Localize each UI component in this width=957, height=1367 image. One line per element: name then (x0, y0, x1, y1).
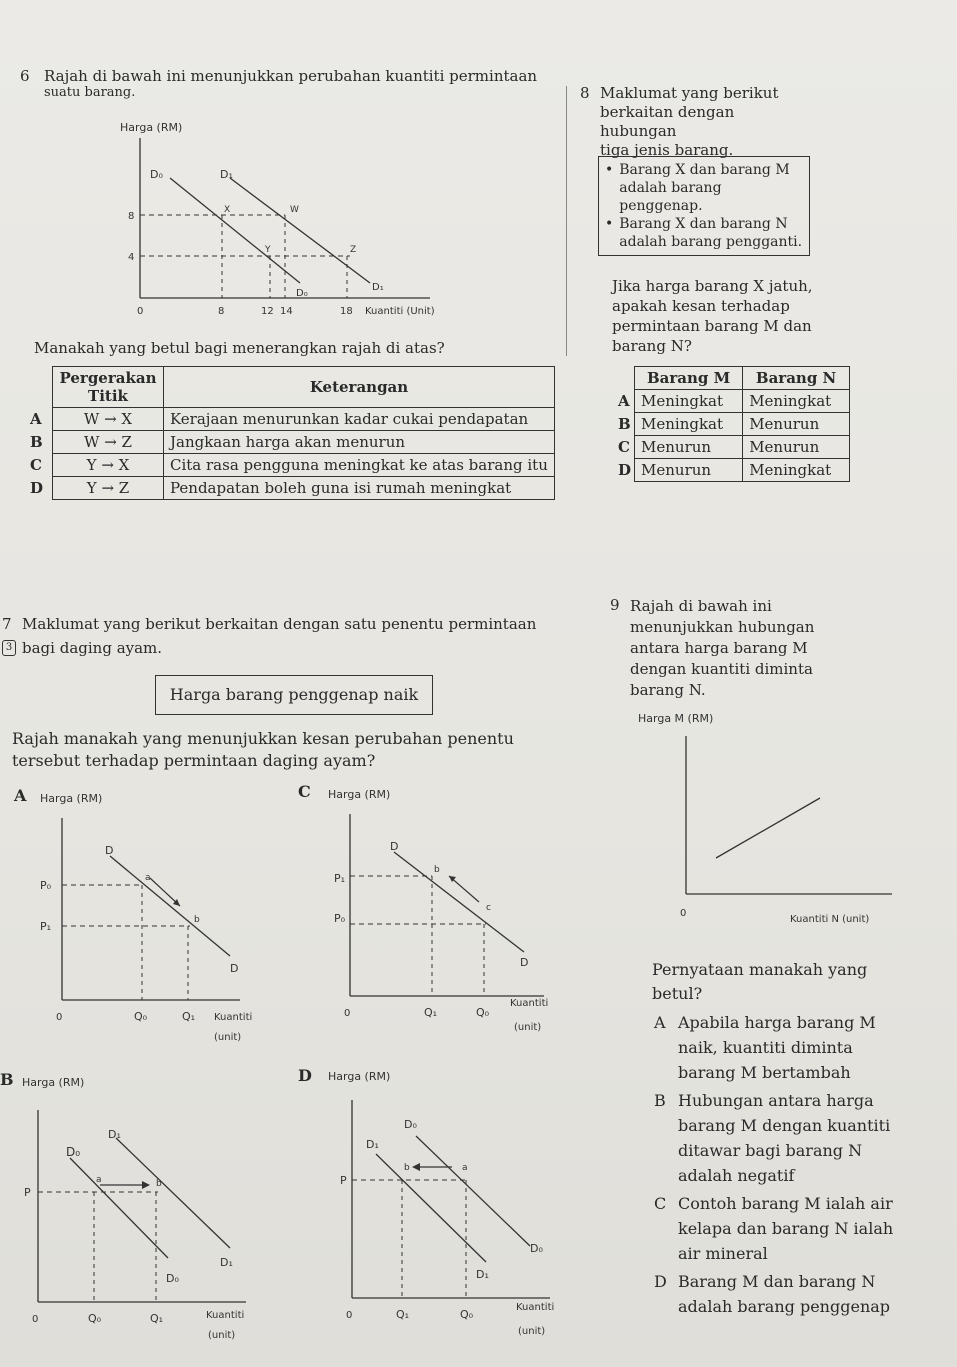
q9-option-b[interactable] (654, 1088, 904, 1188)
q6-option-letter: D (30, 479, 44, 497)
q6-option-letter: B (30, 433, 43, 451)
q7-a-x-unit: (unit) (214, 1032, 242, 1043)
q7-d-demand-curve-d0 (416, 1136, 530, 1246)
q7-b-q2: Q₁ (150, 1312, 164, 1325)
q6-row-a[interactable] (24, 408, 555, 431)
q8-bullet-2: • Barang X dan barang N adalah barang pengganti. (605, 216, 803, 250)
q7-d-demand-curve-d1 (376, 1154, 486, 1262)
q6-price-4: 4 (128, 252, 135, 263)
q7-option-c-graph[interactable] (314, 784, 574, 1044)
q6-graph (110, 118, 490, 328)
q7-d-label-d1-top: D₁ (366, 1138, 379, 1151)
q7-b-point-b: b (156, 1179, 162, 1189)
q6-move: Y → Z (53, 477, 164, 500)
column-divider (566, 86, 567, 356)
q6-price-8: 8 (128, 211, 135, 222)
q7-d-q1: Q₁ (396, 1308, 410, 1321)
margin-mark: 3 (2, 640, 16, 656)
q7-b-point-a: a (96, 1175, 102, 1185)
q8-m: Meningkat (635, 413, 743, 436)
q6-y-axis-label: Harga (RM) (120, 121, 183, 134)
q6-header-move: Pergerakan Titik (53, 367, 164, 408)
q8-n: Meningkat (743, 390, 850, 413)
q6-qty-12: 12 (261, 306, 274, 317)
q9-origin: 0 (680, 908, 687, 919)
q7-question-line1: Rajah manakah yang menunjukkan kesan perubahan penentu (12, 729, 514, 748)
q8-header-m: Barang M (635, 367, 743, 390)
q7-d-point-a: a (462, 1163, 468, 1173)
q8-info-box (598, 156, 810, 256)
q6-desc: Jangkaan harga akan menurun (164, 431, 555, 454)
q8-n: Menurun (743, 413, 850, 436)
q7-d-x-unit: (unit) (518, 1326, 546, 1337)
q7-b-demand-curve-d1 (116, 1138, 230, 1248)
q6-answer-table (24, 366, 555, 500)
q7-d-p: P (340, 1174, 347, 1187)
q6-label-d0-top: D₀ (150, 168, 163, 181)
q7-info-box: Harga barang penggenap naik (155, 675, 433, 715)
q6-stem-line1: Rajah di bawah ini menunjukkan perubahan kuantiti permintaan (44, 67, 538, 85)
q8-row-b[interactable] (618, 413, 850, 436)
q7-c-label-d-bottom: D (520, 956, 529, 969)
q6-desc: Kerajaan menurunkan kadar cukai pendapatan (164, 408, 555, 431)
q6-desc: Cita rasa pengguna meningkat ke atas barang itu (164, 454, 555, 477)
q7-d-origin: 0 (346, 1310, 353, 1321)
q7-a-label-d-bottom: D (230, 962, 239, 975)
q7-d-point-b: b (404, 1163, 410, 1173)
q8-m: Menurun (635, 459, 743, 482)
q8-option-letter: D (618, 461, 632, 479)
q7-c-x-axis: Kuantiti (510, 998, 549, 1009)
q7-c-p-top: P₁ (334, 872, 346, 885)
q8-header-n: Barang N (743, 367, 850, 390)
q7-d-label-d1-bottom: D₁ (476, 1268, 489, 1281)
q9-option-d[interactable] (654, 1269, 904, 1319)
q7-c-q1: Q₁ (424, 1006, 438, 1019)
q7-d-y-axis: Harga (RM) (328, 1070, 391, 1083)
q6-label-d1-top: D₁ (220, 168, 233, 181)
q7-number: 7 (2, 615, 12, 633)
q9-option-text: Hubungan antara harga barang M dengan kuantiti ditawar bagi barang N adalah negatif (678, 1091, 891, 1185)
q6-demand-curve-d0 (170, 178, 300, 283)
q6-point-y: Y (265, 245, 271, 255)
q7-b-x-unit: (unit) (208, 1330, 236, 1341)
q7-c-point-c: c (486, 903, 491, 913)
q8-line3: tiga jenis barang. (600, 141, 734, 159)
q8-row-c[interactable] (618, 436, 850, 459)
q8-m: Meningkat (635, 390, 743, 413)
q7-b-x-axis: Kuantiti (206, 1310, 245, 1321)
q8-option-letter: B (618, 415, 631, 433)
q7-b-demand-curve-d0 (70, 1158, 168, 1258)
q7-a-x-axis: Kuantiti (214, 1012, 253, 1023)
q9-question: Pernyataan manakah yang betul? (652, 960, 868, 1003)
q7-c-label-d-top: D (390, 840, 399, 853)
q7-b-origin: 0 (32, 1314, 39, 1325)
q9-x-axis: Kuantiti N (unit) (790, 914, 870, 925)
q6-point-z: Z (350, 245, 357, 255)
q7-d-q2: Q₀ (460, 1308, 474, 1321)
q7-option-a-graph[interactable] (30, 788, 280, 1048)
q8-answer-table (618, 366, 850, 482)
q7-c-x-unit: (unit) (514, 1022, 542, 1033)
q8-m: Menurun (635, 436, 743, 459)
q9-option-letter: B (654, 1091, 666, 1110)
q6-label-d0-bottom: D₀ (296, 288, 308, 299)
q8-row-d[interactable] (618, 459, 850, 482)
q6-label-d1-bottom: D₁ (372, 282, 384, 293)
q8-option-letter: A (618, 392, 630, 410)
q6-stem (44, 67, 554, 100)
q7-question (12, 728, 572, 772)
q9-option-text: Barang M dan barang N adalah barang penggenap (678, 1272, 891, 1316)
q6-qty-8: 8 (218, 306, 225, 317)
q9-options (654, 1010, 904, 1319)
q9-stem: Rajah di bawah ini menunjukkan hubungan antara harga barang M dengan kuantiti diminta barang N. (630, 597, 815, 699)
q8-line2: berkaitan dengan hubungan (600, 103, 735, 140)
q9-option-text: Apabila harga barang M naik, kuantiti diminta barang M bertambah (678, 1013, 876, 1082)
q9-option-a[interactable] (654, 1010, 904, 1085)
q8-bullet-1: • Barang X dan barang M adalah barang penggenap. (605, 162, 790, 214)
q7-b-label-d1-bottom: D₁ (220, 1256, 233, 1269)
q8-n: Menurun (743, 436, 850, 459)
q6-header-desc: Keterangan (164, 367, 555, 408)
q6-number: 6 (20, 67, 30, 85)
q7-option-c-letter[interactable]: C (298, 782, 311, 801)
q6-qty-18: 18 (340, 306, 353, 317)
q8-question: Jika harga barang X jatuh, apakah kesan terhadap permintaan barang M dan barang N? (612, 277, 813, 355)
q9-option-letter: D (654, 1272, 667, 1291)
q9-graph (630, 706, 910, 936)
q7-b-p: P (24, 1186, 31, 1199)
q8-option-letter: C (618, 438, 630, 456)
q8-intro (600, 84, 810, 160)
q7-b-label-d1-top: D₁ (108, 1128, 121, 1141)
q7-c-origin: 0 (344, 1008, 351, 1019)
q6-x-axis-label: Kuantiti (Unit) (365, 306, 435, 317)
q8-n: Meningkat (743, 459, 850, 482)
q8-number: 8 (580, 84, 590, 102)
q6-stem-line2: suatu barang. (44, 85, 136, 100)
q7-option-a-letter[interactable]: A (14, 786, 27, 805)
q7-d-label-d0-bottom: D₀ (530, 1242, 543, 1255)
q7-a-label-d-top: D (105, 844, 114, 857)
q7-a-q2: Q₁ (182, 1010, 196, 1023)
q6-move: Y → X (53, 454, 164, 477)
q9-y-axis: Harga M (RM) (638, 712, 714, 725)
q7-stem-line2: bagi daging ayam. (22, 639, 163, 657)
q6-move: W → X (53, 408, 164, 431)
q9-relation-line (716, 798, 820, 858)
q6-row-b[interactable] (24, 431, 555, 454)
q7-b-q1: Q₀ (88, 1312, 102, 1325)
q7-question-line2: tersebut terhadap permintaan daging ayam? (12, 751, 376, 770)
q6-demand-curve-d1 (230, 178, 370, 283)
q7-a-point-a: a (145, 873, 151, 883)
q7-c-demand-curve (394, 852, 524, 952)
q7-a-y-axis: Harga (RM) (40, 792, 103, 805)
q9-option-letter: A (654, 1013, 666, 1032)
q7-option-d-letter[interactable]: D (298, 1066, 312, 1085)
q6-desc: Pendapatan boleh guna isi rumah meningkat (164, 477, 555, 500)
q9-number: 9 (610, 596, 620, 614)
q7-b-label-d0-bottom: D₀ (166, 1272, 179, 1285)
q8-row-a[interactable] (618, 390, 850, 413)
q6-row-c[interactable] (24, 454, 555, 477)
q7-c-y-axis: Harga (RM) (328, 788, 391, 801)
q7-option-b-letter[interactable]: B (0, 1070, 14, 1089)
q7-a-origin: 0 (56, 1012, 63, 1023)
q6-move: W → Z (53, 431, 164, 454)
q7-b-y-axis: Harga (RM) (22, 1076, 85, 1089)
q7-b-label-d0-top: D₀ (66, 1145, 81, 1159)
q7-a-p-bot: P₁ (40, 920, 52, 933)
q6-option-letter: C (30, 456, 42, 474)
q6-point-w: W (290, 205, 299, 215)
q7-a-point-b: b (194, 915, 200, 925)
q7-option-d-graph[interactable] (316, 1066, 576, 1346)
q7-d-label-d0-top: D₀ (404, 1118, 417, 1131)
q6-row-d[interactable] (24, 477, 555, 500)
q6-qty-0: 0 (137, 306, 144, 317)
q9-option-letter: C (654, 1194, 667, 1213)
q6-qty-14: 14 (280, 306, 293, 317)
q6-option-letter: A (30, 410, 42, 428)
q7-option-b-graph[interactable] (16, 1070, 286, 1350)
q7-stem-line1: Maklumat yang berikut berkaitan dengan satu penentu permintaan (22, 615, 537, 633)
q7-c-p-bot: P₀ (334, 912, 346, 925)
q7-c-point-b: b (434, 865, 440, 875)
q9-option-text: Contoh barang M ialah air kelapa dan barang N ialah air mineral (678, 1194, 894, 1263)
q7-c-q2: Q₀ (476, 1006, 490, 1019)
q7-d-x-axis: Kuantiti (516, 1302, 555, 1313)
q6-question: Manakah yang betul bagi menerangkan rajah di atas? (34, 339, 445, 357)
q6-point-x: X (224, 205, 231, 215)
q7-a-demand-curve (110, 856, 230, 956)
q7-a-p-top: P₀ (40, 879, 52, 892)
q8-line1: Maklumat yang berikut (600, 84, 779, 102)
q7-a-q1: Q₀ (134, 1010, 148, 1023)
q9-option-c[interactable] (654, 1191, 904, 1266)
